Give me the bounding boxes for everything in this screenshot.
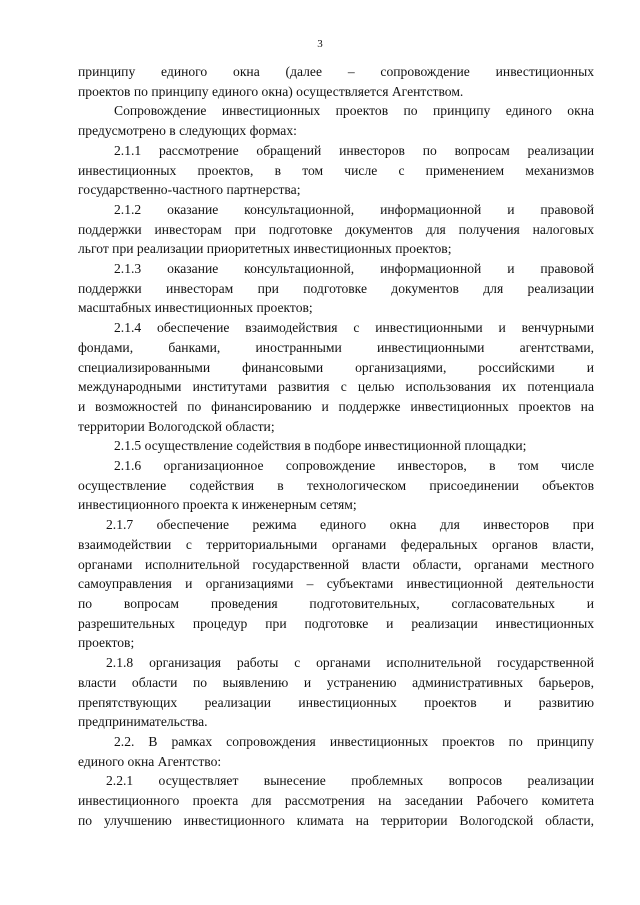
text-line: поддержки инвесторам при подготовке документов для получения налоговых [78,221,594,237]
text-line: 2.1.2 оказание консультационной, информационной и правовой [114,201,594,217]
text-line: принципу единого окна (далее – сопровождение инвестиционных [78,64,594,79]
text-line: единого окна Агентство: [78,753,222,769]
text-line: 2.2.1 осуществляет вынесение проблемных вопросов реализации [106,773,594,789]
text-line: инвестиционных проектов, в том числе с применением механизмов [78,162,594,178]
text-line: 2.1.1 рассмотрение обращений инвесторов по вопросам реализации [114,142,594,158]
text-line: 2.1.3 оказание консультационной, информационной и правовой [114,261,594,277]
text-line: по вопросам проведения подготовительных, согласовательных и [78,595,594,611]
text-line: инвестиционного проекта к инженерным сетям; [78,497,357,513]
text-line: специализированными финансовыми организациями, российскими и [78,359,594,375]
text-line: международными институтами развития с целью использования их потенциала [78,379,594,395]
text-line: поддержки инвесторам при подготовке документов для реализации [78,280,594,296]
text-line: территории Вологодской области; [78,418,275,434]
text-line: масштабных инвестиционных проектов; [78,300,313,316]
text-line: 2.1.6 организационное сопровождение инвесторов, в том числе [114,458,594,474]
text-line: взаимодействии с территориальными органами федеральных органов власти, [78,536,594,552]
text-line: власти области по выявлению и устранению административных барьеров, [78,674,594,690]
text-line: государственно-частного партнерства; [78,182,301,198]
page-number: 3 [317,38,323,50]
text-line: и возможностей по финансированию и поддержке инвестиционных проектов на [78,398,594,414]
text-line: самоуправления и организациями – субъектами инвестиционной деятельности [78,576,594,592]
text-line: 2.2. В рамках сопровождения инвестиционных проектов по принципу [114,733,594,749]
document-body [78,62,594,830]
text-line: предпринимательства. [78,714,208,730]
text-line: органами исполнительной государственной власти области, органами местного [78,556,594,572]
text-line: фондами, банками, иностранными инвестиционными агентствами, [78,339,594,355]
text-line: 2.1.5 осуществление содействия в подборе инвестиционной площадки; [114,438,527,454]
text-line: проектов; [78,635,135,651]
text-line: разрешительных процедур при подготовке и реализации инвестиционных [78,615,594,631]
text-line: Сопровождение инвестиционных проектов по принципу единого окна [114,103,594,119]
text-line: препятствующих реализации инвестиционных проектов и развитию [78,694,594,710]
text-line: 2.1.4 обеспечение взаимодействия с инвестиционными и венчурными [114,320,594,336]
text-line: осуществление содействия в технологическом присоединении объектов [78,477,594,493]
text-line: 2.1.8 организация работы с органами исполнительной государственной [106,655,594,671]
text-line: по улучшению инвестиционного климата на территории Вологодской области, [78,812,594,828]
text-line: предусмотрено в следующих формах: [78,123,297,139]
text-line: льгот при реализации приоритетных инвестиционных проектов; [78,241,452,257]
text-line: 2.1.7 обеспечение режима единого окна для инвесторов при [106,517,594,533]
text-line: инвестиционного проекта для рассмотрения на заседании Рабочего комитета [78,793,594,809]
text-line: проектов по принципу единого окна) осуществляется Агентством. [78,83,464,99]
